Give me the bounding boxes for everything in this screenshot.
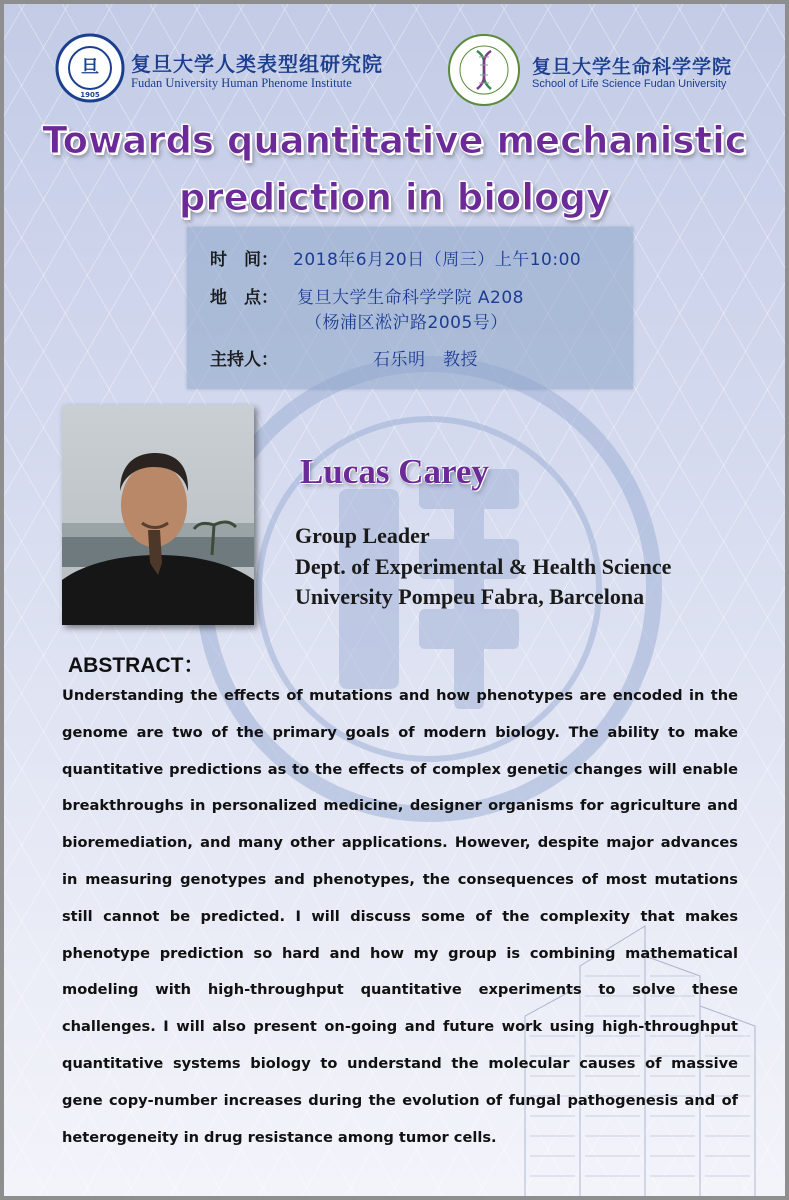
time-value: 2018年6月20日（周三）上午10:00 [293,250,582,270]
speaker-name: Lucas Carey [300,452,489,491]
svg-text:1905: 1905 [80,91,100,99]
event-info-box [187,227,633,389]
host-label: 主持人： [210,350,278,370]
right-institute-name-cn: 复旦大学生命科学学院 [532,56,733,78]
left-institute-name-cn: 复旦大学人类表型组研究院 [131,52,383,76]
time-label: 时 间： [210,250,278,270]
place-label: 地 点： [210,288,278,308]
svg-text:旦: 旦 [81,57,99,78]
speaker-department: Dept. of Experimental & Health Science [295,554,672,579]
talk-title [4,112,785,226]
talk-title-line-1: Towards quantitative mechanistic [42,119,747,162]
poster [4,4,785,1196]
speaker-portrait-photo [62,405,254,625]
life-science-dna-icon [447,33,521,107]
host-value: 石乐明 教授 [373,350,478,370]
speaker-university: University Pompeu Fabra, Barcelona [295,584,645,609]
abstract-text: Understanding the effects of mutations and how phenotypes are encoded in the genome are two of the primary goals of modern biology. The ability to make quantitative predictions as to the effects of complex genetic changes will enable breakthroughs in personalized medicine, designer organisms for agriculture and bioremediation, and many other applications. However, despite major advances in measuring genotypes and phenotypes, the consequences of most mutations still cannot be predicted. I will discuss some of the complexity that makes phenotype prediction so hard and how my group is combining mathematical modeling with high-throughput quantitative experiments to solve these challenges. I will also present on-going and future work using high-throughput quantitative systems biology to understand the molecular causes of massive gene copy-number increases during the evolution of fungal pathogenesis and of heterogeneity in drug resistance among tumor cells. [62,687,738,1146]
right-institute-name-en: School of Life Science Fudan University [532,78,727,90]
place-value: 复旦大学生命科学学院 A208 [297,288,524,308]
speaker-position: Group Leader [295,523,430,548]
abstract-heading: ABSTRACT： [68,654,205,677]
fudan-seal-icon [55,33,125,103]
left-institute-name-en: Fudan University Human Phenome Institute [131,76,352,90]
talk-title-line-2: prediction in biology [178,176,611,219]
place-address: （杨浦区淞沪路2005号） [305,313,508,333]
